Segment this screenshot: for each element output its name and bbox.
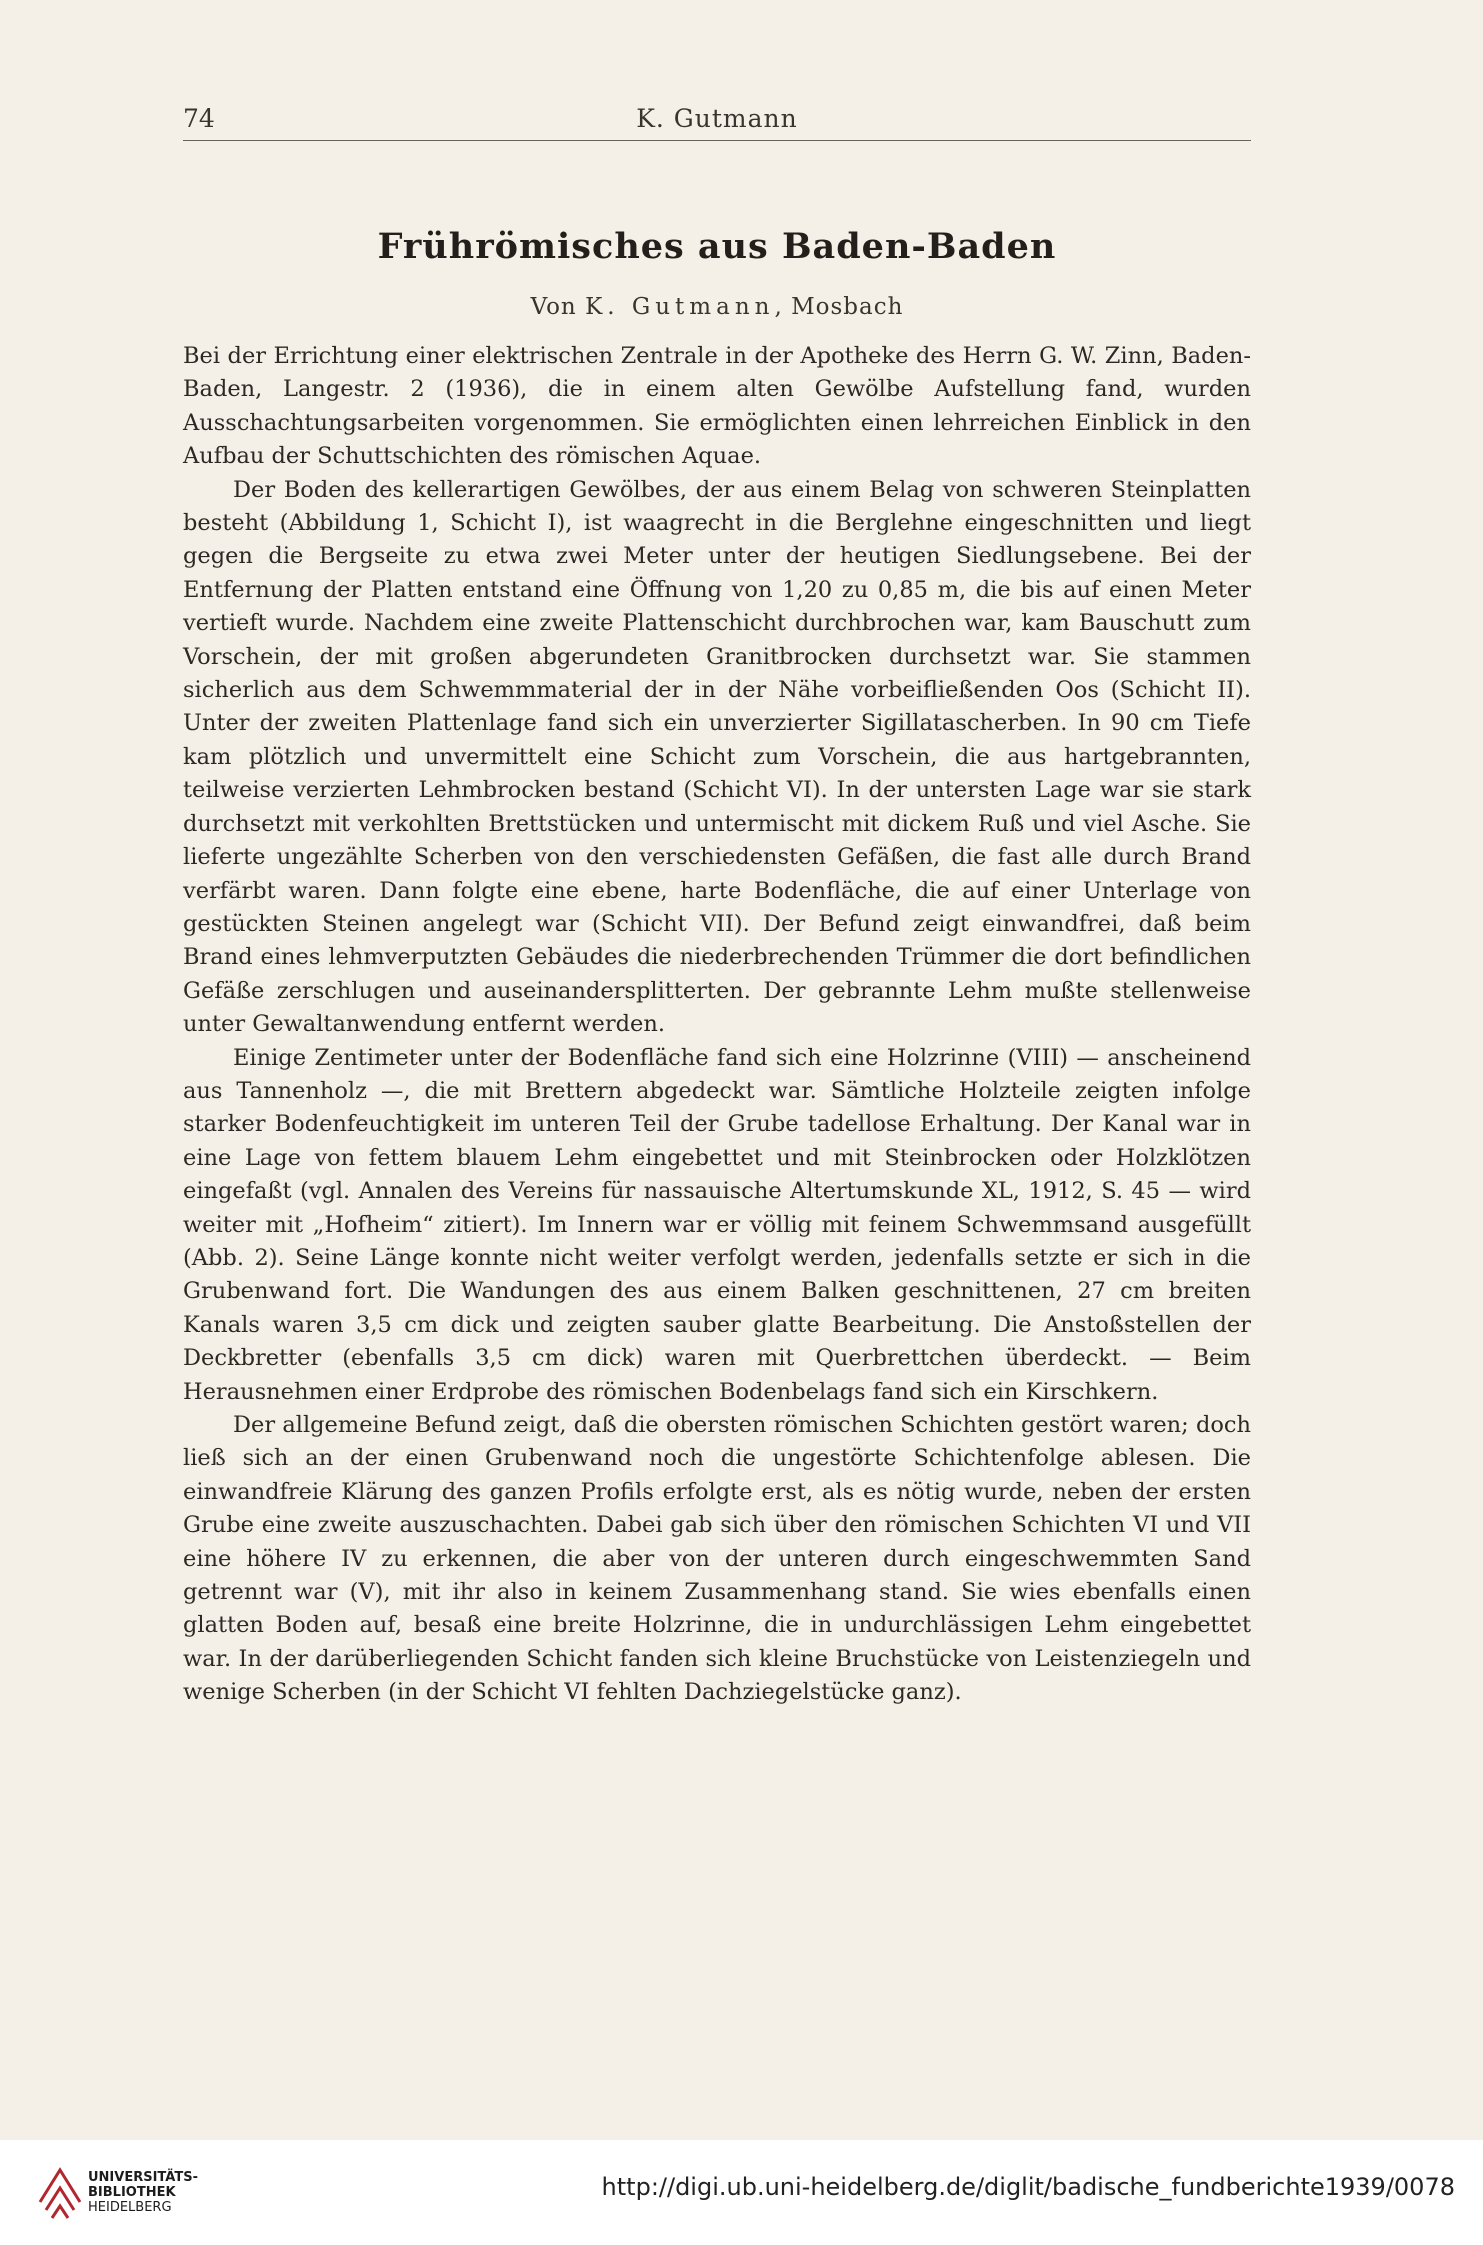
library-line-2: BIBLIOTHEK bbox=[88, 2185, 176, 2200]
article-title: Frührömisches aus Baden-Baden bbox=[377, 226, 1057, 267]
heidelberg-library-logo-icon bbox=[36, 2162, 84, 2222]
source-url-link[interactable]: http://digi.ub.uni-heidelberg.de/diglit/badische_fundberichte1939/0078 bbox=[601, 2173, 1455, 2201]
paragraph-3: Einige Zentimeter unter der Bodenfläche fand sich eine Holzrinne (VIII) — anscheinend aus Tannenholz —, die mit Brettern abgedeckt war. Sämtliche Holzteile zeigten infolge starker Bodenfeuchtigkeit im unteren Teil der Grube tadellose Erhaltung. Der Kanal war in eine Lage von fettem blauem Lehm eingebettet und mit Steinbrocken oder Holzklötzen eingefaßt (vgl. Annalen des Vereins für nassauische Altertumskunde XL, 1912, S. 45 — wird weiter mit „Hofheim“ zitiert). Im Innern war er völlig mit feinem Schwemmsand ausgefüllt (Abb. 2). Seine Länge konnte nicht weiter verfolgt werden, jedenfalls setzte er sich in die Grubenwand fort. Die Wandungen des aus einem Balken geschnittenen, 27 cm breiten Kanals waren 3,5 cm dick und zeigten sauber glatte Bearbeitung. Die Anstoßstellen der Deckbretter (ebenfalls 3,5 cm dick) waren mit Querbrettchen überdeckt. — Beim Herausnehmen einer Erdprobe des römischen Bodenbelags fand sich ein Kirschkern. bbox=[183, 1044, 1251, 1405]
library-line-1: UNIVERSITÄTS- bbox=[88, 2170, 198, 2185]
paragraph-1: Bei der Errichtung einer elektrischen Zentrale in der Apotheke des Herrn G. W. Zinn, Baden-Baden, Langestr. 2 (1936), die in einem alten Gewölbe Aufstellung fand, wurden Ausschachtungsarbeiten vorgenommen. Sie ermöglichten einen lehrreichen Einblick in den Aufbau der Schuttschichten des römischen Aquae. bbox=[183, 343, 1251, 470]
byline-author: K. Gutmann bbox=[585, 294, 775, 320]
running-head bbox=[183, 100, 1251, 141]
page-number: 74 bbox=[183, 104, 215, 133]
library-name bbox=[88, 2170, 198, 2215]
article-body bbox=[183, 340, 1251, 1710]
byline-prefix: Von bbox=[530, 294, 577, 320]
paragraph-4: Der allgemeine Befund zeigt, daß die obersten römischen Schichten gestört waren; doch ließ sich an der einen Grubenwand noch die ungestörte Schichtenfolge ablesen. Die einwandfreie Klärung des ganzen Profils erfolgte erst, als es nötig wurde, neben der ersten Grube eine zweite auszuschachten. Dabei gab sich über den römischen Schichten VI und VII eine höhere IV zu erkennen, die aber von der unteren durch eingeschwemmten Sand getrennt war (V), mit ihr also in keinem Zusammenhang stand. Sie wies ebenfalls einen glatten Boden auf, besaß eine breite Holzrinne, die in undurchlässigen Lehm eingebettet war. In der darüberliegenden Schicht fanden sich kleine Bruchstücke von Leistenziegeln und wenige Scherben (in der Schicht VI fehlten Dachziegelstücke ganz). bbox=[183, 1412, 1251, 1706]
paragraph-2: Der Boden des kellerartigen Gewölbes, der aus einem Belag von schweren Steinplatten besteht (Abbildung 1, Schicht I), ist waagrecht in die Berglehne eingeschnitten und liegt gegen die Bergseite zu etwa zwei Meter unter der heutigen Siedlungsebene. Bei der Entfernung der Platten entstand eine Öffnung von 1,20 zu 0,85 m, die bis auf einen Meter vertieft wurde. Nachdem eine zweite Plattenschicht durchbrochen war, kam Bauschutt zum Vorschein, der mit großen abgerundeten Granitbrocken durchsetzt war. Sie stammen sicherlich aus dem Schwemmmaterial der in der Nähe vorbeifließenden Oos (Schicht II). Unter der zweiten Plattenlage fand sich ein unverzierter Sigillatascherben. In 90 cm Tiefe kam plötzlich und unvermittelt eine Schicht zum Vorschein, die aus hartgebrannten, teilweise verzierten Lehmbrocken bestand (Schicht VI). In der untersten Lage war sie stark durchsetzt mit verkohlten Brettstücken und untermischt mit dickem Ruß und viel Asche. Sie lieferte ungezählte Scherben von den verschiedensten Gefäßen, die fast alle durch Brand verfärbt waren. Dann folgte eine ebene, harte Bodenfläche, die auf einer Unterlage von gestückten Steinen angelegt war (Schicht VII). Der Befund zeigt einwandfrei, daß beim Brand eines lehmverputzten Gebäudes die niederbrechenden Trümmer die dort befindlichen Gefäße zerschlugen und auseinandersplitterten. Der gebrannte Lehm mußte stellenweise unter Gewaltanwendung entfernt werden. bbox=[183, 476, 1251, 1038]
byline-place: , Mosbach bbox=[774, 294, 904, 320]
running-author: K. Gutmann bbox=[636, 104, 798, 133]
library-line-3: HEIDELBERG bbox=[88, 2200, 172, 2215]
footer-bar bbox=[0, 2140, 1483, 2245]
byline bbox=[183, 294, 1251, 320]
